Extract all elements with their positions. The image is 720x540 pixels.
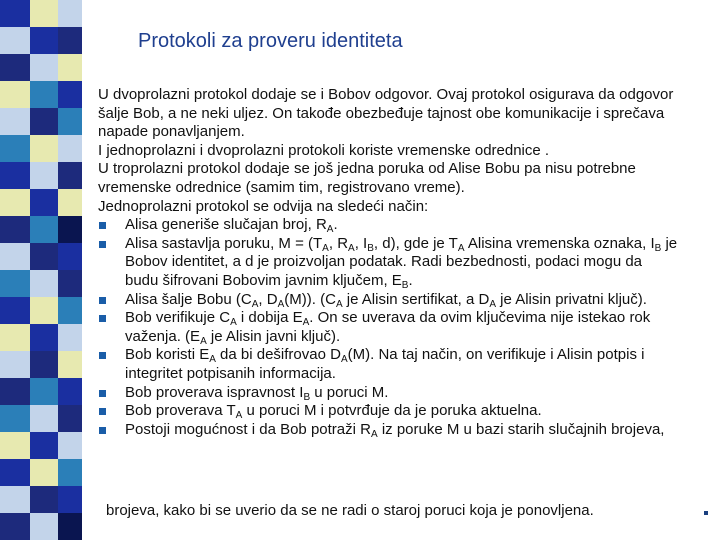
stripe-block bbox=[58, 378, 82, 405]
stripe-block bbox=[0, 378, 30, 405]
stripe-block bbox=[0, 432, 30, 459]
bullet-line: Alisa generiše slučajan broj, $R_A$. bbox=[125, 216, 338, 236]
stripe-block bbox=[0, 81, 30, 108]
stripe-block bbox=[0, 405, 30, 432]
stripe-block bbox=[30, 405, 58, 432]
bullet-line: Bob proverava ispravnost $I_B$ u poruci M. bbox=[125, 383, 389, 403]
bullet-line: Bob koristi $E_A$ da bi dešifrovao $D_A(M)$. Na taj način, on verifikuje i Alisin potpis i bbox=[125, 346, 645, 366]
end-bullet-icon bbox=[704, 511, 708, 515]
stripe-block bbox=[30, 81, 58, 108]
paragraph-line: šalje Bob, a ne neki uljez. On takođe obezbeđuje tajnost obe komunikacije i sprečava bbox=[98, 104, 665, 122]
bullet-item bbox=[98, 291, 718, 310]
bullet-line: integritet potpisanih informacija. bbox=[125, 364, 336, 382]
stripe-block bbox=[30, 0, 58, 27]
stripe-block bbox=[58, 243, 82, 270]
bullet-line: Postoji mogućnost i da Bob potraži $R_A$ iz poruke M u bazi starih slučajnih brojeva, bbox=[125, 420, 665, 440]
stripe-block bbox=[58, 513, 82, 540]
stripe-block bbox=[0, 162, 30, 189]
bullet-item bbox=[98, 384, 718, 403]
paragraph-line: Jednoprolazni protokol se odvija na sledeći način: bbox=[98, 197, 429, 215]
last-line: brojeva, kako bi se uverio da se ne radi o staroj poruci koja je ponovljena. bbox=[106, 502, 594, 519]
stripe-block bbox=[58, 27, 82, 54]
stripe-block bbox=[0, 216, 30, 243]
paragraph-line: I jednoprolazni i dvoprolazni protokoli koriste vremenske odrednice . bbox=[98, 141, 550, 159]
square-bullet-icon bbox=[99, 297, 106, 304]
bullet-line: važenja. ($E_A$ je Alisin javni ključ). bbox=[125, 327, 341, 347]
stripe-block bbox=[0, 243, 30, 270]
square-bullet-icon bbox=[99, 427, 106, 434]
stripe-block bbox=[30, 108, 58, 135]
stripe-block bbox=[0, 270, 30, 297]
stripe-block bbox=[58, 0, 82, 27]
stripe-block bbox=[30, 297, 58, 324]
bullet-line: Bob proverava $T_A$ u poruci M i potvrđuje da je poruka aktuelna. bbox=[125, 402, 542, 422]
stripe-block bbox=[30, 216, 58, 243]
bullet-line: Bobov identitet, a d je proizvoljan podatak. Radi bezbednosti, podaci mogu da bbox=[125, 253, 643, 271]
decorative-stripe bbox=[0, 0, 82, 540]
stripe-block bbox=[30, 135, 58, 162]
stripe-block bbox=[30, 378, 58, 405]
stripe-block bbox=[30, 243, 58, 270]
paragraph-line: napade ponavljanjem. bbox=[98, 123, 245, 141]
stripe-block bbox=[58, 297, 82, 324]
bullet-line: Alisa šalje Bobu ($C_A$, $D_A(M)$). ($C_A$ je Alisin sertifikat, a $D_A$ je Alisin privatni ključ). bbox=[125, 290, 647, 310]
stripe-block bbox=[0, 351, 30, 378]
stripe-block bbox=[30, 54, 58, 81]
stripe-block bbox=[58, 189, 82, 216]
stripe-block bbox=[0, 0, 30, 27]
square-bullet-icon bbox=[99, 390, 106, 397]
bullet-item bbox=[98, 402, 718, 421]
stripe-block bbox=[30, 459, 58, 486]
bullet-item bbox=[98, 309, 718, 346]
paragraph-line: vremenske odrednice (samim tim, registrovano vreme). bbox=[98, 178, 465, 196]
bullet-item bbox=[98, 235, 718, 291]
square-bullet-icon bbox=[99, 352, 106, 359]
stripe-block bbox=[0, 297, 30, 324]
page-title: Protokoli za proveru identiteta bbox=[138, 30, 403, 52]
bullet-item bbox=[98, 216, 718, 235]
stripe-block bbox=[30, 162, 58, 189]
stripe-block bbox=[30, 513, 58, 540]
stripe-block bbox=[0, 54, 30, 81]
stripe-block bbox=[30, 432, 58, 459]
stripe-block bbox=[30, 351, 58, 378]
stripe-block bbox=[58, 162, 82, 189]
bullet-line: budu šifrovani Bobovim javnim ključem, $E_B$. bbox=[125, 271, 413, 291]
stripe-block bbox=[58, 351, 82, 378]
stripe-block bbox=[30, 270, 58, 297]
paragraph-line: U dvoprolazni protokol dodaje se i Bobov odgovor. Ovaj protokol osigurava da odgovor bbox=[98, 86, 674, 103]
stripe-block bbox=[58, 270, 82, 297]
stripe-block bbox=[0, 486, 30, 513]
paragraph-line: U troprolazni protokol dodaje se još jedna poruka od Alise Bobu pa nisu potrebne bbox=[98, 160, 636, 178]
stripe-block bbox=[0, 135, 30, 162]
slide-body bbox=[98, 86, 718, 439]
stripe-block bbox=[58, 135, 82, 162]
bullet-item bbox=[98, 421, 718, 440]
stripe-block bbox=[58, 432, 82, 459]
square-bullet-icon bbox=[99, 315, 106, 322]
stripe-block bbox=[58, 108, 82, 135]
bullet-line: Bob verifikuje $C_A$ i dobija $E_A$. On se uverava da ovim ključevima nije istekao rok bbox=[125, 309, 651, 329]
stripe-block bbox=[30, 324, 58, 351]
stripe-block bbox=[30, 27, 58, 54]
stripe-block bbox=[30, 486, 58, 513]
square-bullet-icon bbox=[99, 408, 106, 415]
stripe-block bbox=[58, 486, 82, 513]
stripe-block bbox=[0, 108, 30, 135]
stripe-block bbox=[0, 27, 30, 54]
stripe-block bbox=[58, 216, 82, 243]
stripe-block bbox=[0, 513, 30, 540]
stripe-block bbox=[0, 189, 30, 216]
stripe-block bbox=[30, 189, 58, 216]
stripe-block bbox=[58, 81, 82, 108]
stripe-block bbox=[58, 405, 82, 432]
stripe-block bbox=[0, 324, 30, 351]
square-bullet-icon bbox=[99, 241, 106, 248]
stripe-block bbox=[0, 459, 30, 486]
square-bullet-icon bbox=[99, 222, 106, 229]
bullet-item bbox=[98, 346, 718, 383]
bullet-line: Alisa sastavlja poruku, $M = (T_A$, $R_A$, $I_B$, d), gde je $T_A$ Alisina vremenska oznaka, $I_B$ je bbox=[125, 234, 678, 254]
stripe-block bbox=[58, 324, 82, 351]
stripe-block bbox=[58, 459, 82, 486]
stripe-block bbox=[58, 54, 82, 81]
